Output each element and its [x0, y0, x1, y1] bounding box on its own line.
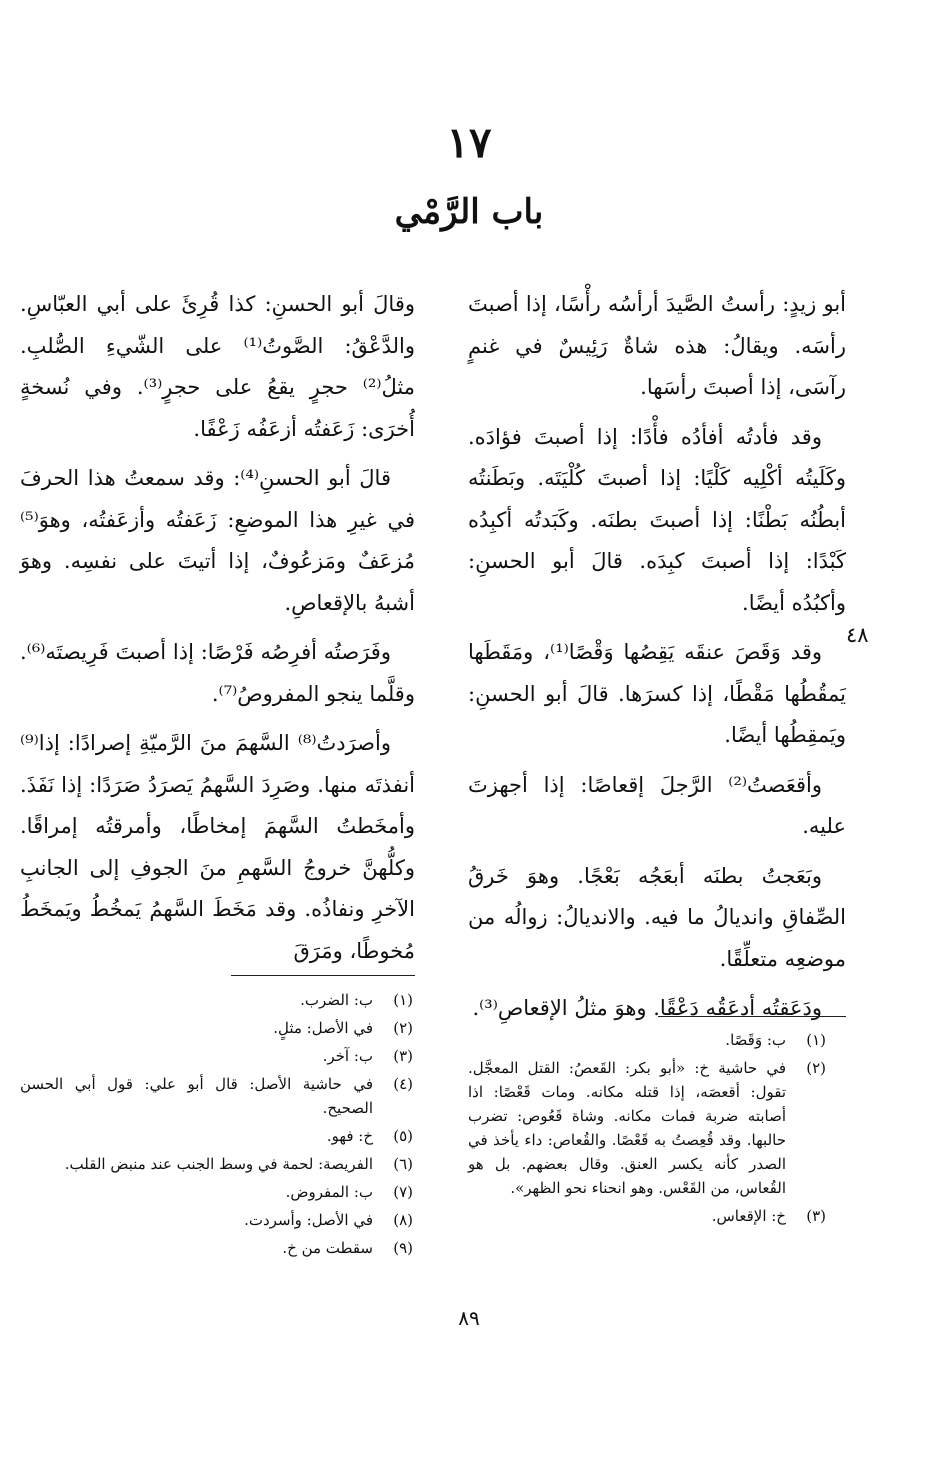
paragraph: قالَ أبو الحسنِ⁽⁴⁾: وقد سمعتُ هذا الحرفَ في غيرِ هذا الموضعِ: زَعَفتُه وأزعَفتُه، وهوَ⁽⁵⁾ مُزعَفٌ ومَزعُوفٌ، إذا أتيتَ على نفسِه. وهوَ أشبهُ بالإقعاصِ.	[20, 466, 415, 615]
footnote-text: في الأصل: وأسردت.	[244, 1211, 373, 1229]
footnote-text: الفريصة: لحمة في وسط الجنب عند منبض القلب.	[64, 1155, 373, 1173]
footnote-text: في الأصل: مثلٍ.	[273, 1019, 373, 1037]
paragraph: وقالَ أبو الحسنِ: كذا قُرِئَ على أبي العبّاسِ. والدَّعْقُ: الصَّوتُ⁽¹⁾ على الشّيءِ الصُّلبِ. مثلُ⁽²⁾ حجرٍ يقعُ على حجرٍ⁽³⁾. وفي نُسخةٍ أُخرَى: زَعَفتُه أزعَفُه زَعْفًا.	[20, 292, 415, 441]
footnote	[20, 1016, 413, 1040]
left-footnotes	[20, 988, 413, 1264]
footnote-mark: (٩)	[393, 1239, 413, 1257]
footnote-text: ب: الضرب.	[300, 991, 373, 1009]
footnote-text: ب: وَقَصًا.	[725, 1031, 786, 1049]
margin-section-number: ٤٨	[846, 623, 869, 647]
footnote	[20, 1236, 413, 1260]
footnote-text: خ: فهو.	[326, 1127, 373, 1145]
footnote	[20, 1208, 413, 1232]
footnote-mark: (٤)	[393, 1075, 413, 1093]
footnote	[468, 1204, 826, 1228]
footnote-mark: (٦)	[393, 1155, 413, 1173]
footnote	[468, 1056, 826, 1200]
footnote-mark: (١)	[393, 991, 413, 1009]
footnote	[20, 1124, 413, 1148]
right-footnotes	[468, 1028, 826, 1232]
footnote	[468, 1028, 826, 1052]
footnote	[20, 1044, 413, 1068]
footnote	[20, 988, 413, 1012]
chapter-title: باب الرَّمْي	[394, 192, 544, 232]
footnote-mark: (٧)	[393, 1183, 413, 1201]
paragraph: وقد وَقَصَ عنقَه يَقِصُها وَقْصًا⁽¹⁾، ومَقَطَها يَمقُطُها مَقْطًا، إذا كسرَها. قالَ أبو الحسنِ: ويَمقِطُها أيضًا.	[468, 640, 846, 747]
footnote	[20, 1152, 413, 1176]
footnote-mark: (٨)	[393, 1211, 413, 1229]
paragraph: وبَعَجتُ بطنَه أبعَجُه بَعْجًا. وهوَ خَرقُ الصِّفاقِ وانديالُ ما فيه. والانديالُ: زوالُه من موضعِه متعلِّقًا.	[468, 863, 846, 971]
footnote-text: ب: المفروض.	[285, 1183, 373, 1201]
footnote-mark: (٣)	[806, 1207, 826, 1225]
footnote-text: خ: الإقعاس.	[711, 1207, 786, 1225]
paragraph: وقد فأدتُه أفأدُه فأْدًا: إذا أصبتَ فؤادَه. وكَلَيتُه أكْلِيه كَلْيًا: إذا أصبتَ كُلْيَتَه. وبَطَنتُه أبطُنُه بَطْنًا: إذا أصبتَ بطنَه. وكَبَدتُه أكبِدُه كَبْدًا: إذا أصبتَ كبِدَه. قالَ أبو الحسنِ: وأكبُدُه أيضًا.	[468, 424, 846, 615]
paragraph: وفَرَصتُه أفرِصُه فَرْصًا: إذا أصبتَ فَرِيصتَه⁽⁶⁾. وقلَّما ينجو المفروصُ⁽⁷⁾.	[20, 640, 415, 706]
footnote-text: سقطت من خ.	[282, 1239, 373, 1257]
footnote	[20, 1072, 413, 1120]
footnote-text: في حاشية الأصل: قال أبو علي: قول أبي الحسن الصحيح.	[20, 1075, 373, 1117]
paragraph: أبو زيدٍ: رأستُ الصَّيدَ أرأسُه رأْسًا، إذا أصبتَ رأسَه. ويقالُ: هذه شاةٌ رَئِيسٌ في غنمٍ رآسَى، إذا أصبتَ رأسَها.	[468, 292, 846, 399]
footnote-divider	[231, 975, 415, 976]
footnote-mark: (١)	[806, 1031, 826, 1049]
chapter-number: ١٧	[446, 118, 492, 167]
paragraph: ودَعَقتُه أدعَقُه دَعْقًا. وهوَ مثلُ الإقعاصِ⁽³⁾.	[472, 996, 822, 1020]
footnote-mark: (٢)	[806, 1059, 826, 1077]
paragraph: وأقعَصتُ⁽²⁾ الرَّجلَ إقعاصًا: إذا أجهزتَ عليه.	[468, 772, 846, 838]
paragraph: وأصرَدتُ⁽⁸⁾ السَّهمَ منَ الرَّميّةِ إصرادًا: إذا⁽⁹⁾ أنفذتَه منها. وصَرِدَ السَّهمُ يَصرَدُ صَرَدًا: إذا نَفَذَ. وأمخَطتُ السَّهمَ إمخاطًا، وأمرقتُه إمراقًا. وكلُّهنَّ خروجُ السَّهمِ منَ الجوفِ إلى الجانبِ الآخرِ ونفاذُه. وقد مَخَطَ السَّهمُ يَمخُطُ ويَمخَطُ مُخوطًا، ومَرَقَ	[20, 731, 415, 963]
footnote-text: في حاشية خ: «أبو بكر: القَعصُ: القتل المعجَّل. تقول: أقعصَه، إذا قتله مكانه. ومات قَعْصًا: اذا أصابته ضربة فمات مكانه. وشاة قَعُوص: تضرب حالبها. وقد قُعِصتُ به قَعْصًا. والقُعاص: داء يأخذ في الصدر كأنه يكسر العنق. وقال بعضهم. بل هو القُعاس، من القَعْس. وهو انحناء نحو الظهر».	[468, 1059, 786, 1197]
footnote-divider	[658, 1016, 846, 1017]
footnote-text: ب: آخر.	[322, 1047, 373, 1065]
right-column	[468, 284, 846, 1038]
footnote-mark: (٥)	[393, 1127, 413, 1145]
footnote-mark: (٣)	[393, 1047, 413, 1065]
left-column	[20, 284, 415, 980]
footnote	[20, 1180, 413, 1204]
page-number: ٨٩	[458, 1306, 480, 1330]
footnote-mark: (٢)	[393, 1019, 413, 1037]
